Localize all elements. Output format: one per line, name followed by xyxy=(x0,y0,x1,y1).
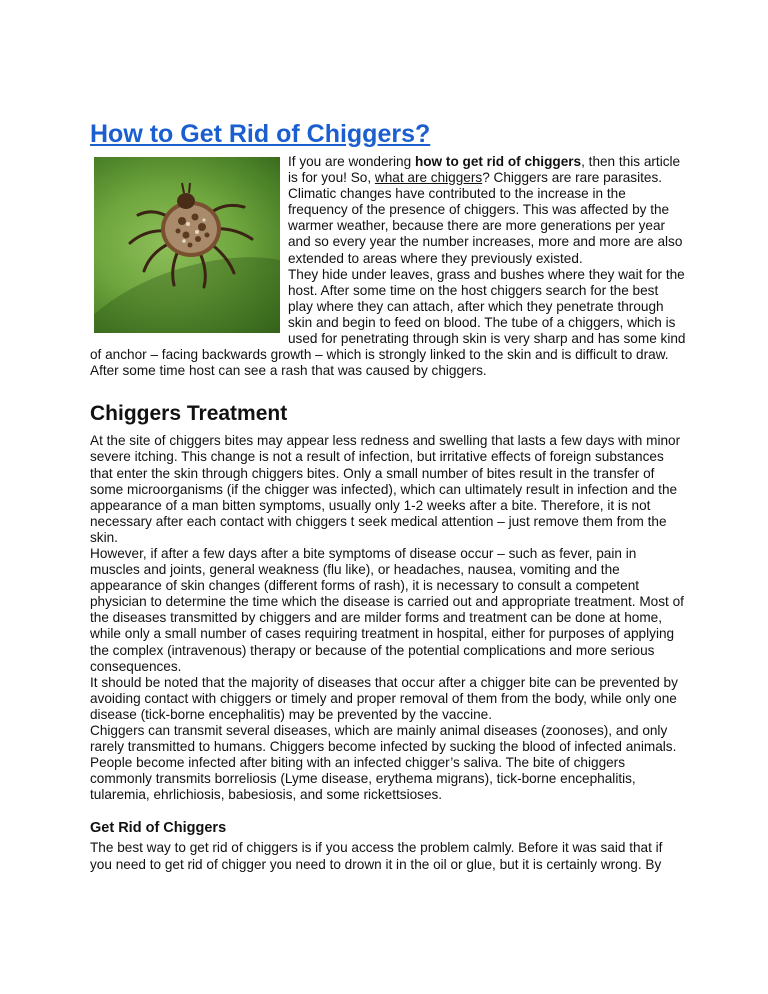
treatment-paragraph: However, if after a few days after a bite symptoms of disease occur – such as fever, pain in muscles and joints, general weakness (flu like), or headaches, nausea, vomiting and the appearance of skin changes (different forms of rash), it is necessary to consult a competent physician to determine the time which the disease is carried out and appropriate treatment. Most of the diseases transmitted by chiggers and are milder forms and treatment can be done at home, while only a small number of cases requiring treatment in hospital, either for purposes of applying the complex (intravenous) therapy or because of the potential complications and more serious consequences. xyxy=(90,545,684,674)
get-rid-paragraph: The best way to get rid of chiggers is if you access the problem calmly. Before it was said that if you need to get rid of chigger you need to drown it in the oil or glue, but it is certainly wrong. By xyxy=(90,840,663,872)
treatment-paragraph: It should be noted that the majority of diseases that occur after a chigger bite can be prevented by avoiding contact with chiggers or timely and proper removal of them from the body, while only one disease (tick-borne encephalitis) may be prevented by the vaccine. xyxy=(90,674,678,722)
get-rid-heading: Get Rid of Chiggers xyxy=(90,820,227,837)
intro-paragraph-1: If you are wondering how to get rid of chiggers, then this article is for you! So, what are chiggers? Chiggers are rare parasites. Climatic changes have contributed to the increase in the frequency of the presence of chiggers. This was affected by the warmer weather, because there are more generations per year and so every year the number increases, more and more are also extended to areas where they previously existed. xyxy=(288,154,683,266)
article-title[interactable]: How to Get Rid of Chiggers? xyxy=(90,120,431,148)
treatment-heading: Chiggers Treatment xyxy=(90,402,288,426)
treatment-paragraph: Chiggers can transmit several diseases, which are mainly animal diseases (zoonoses), and only rarely transmitted to humans. Chiggers become infected by sucking the blood of infected animals. People become infected after biting with an infected chigger’s saliva. The bite of chiggers commonly transmits borreliosis (Lyme disease, erythema migrans), tick-borne encephalitis, tularemia, ehrlichiosis, babesiosis, and some rickettsioses. xyxy=(90,723,677,803)
treatment-paragraph: At the site of chiggers bites may appear less redness and swelling that lasts a few days with minor severe itching. This change is not a result of infection, but irritative effects of foreign substances that enter the skin through chiggers bites. Only a small number of bites result in the transfer of some microorganisms (if the chigger was infected), which can ultimately result in infection and the appearance of a man bitten symptoms, usually only 1-2 weeks after a bite. Therefore, it is not necessary after each contact with chiggers t seek medical attention – just remove them from the skin. xyxy=(90,433,681,545)
article xyxy=(90,118,686,873)
tick-photo xyxy=(90,154,280,338)
intro-paragraph-2: They hide under leaves, grass and bushes where they wait for the host. After some time on the host chiggers search for the best play where they can attach, after which they penetrate through skin and begin to feed on blood. The tube of a chiggers, which is used for penetrating through skin is very sharp and has some kind of anchor – facing backwards growth – which is strongly linked to the skin and is difficult to draw. After some time host can see a rash that was caused by chiggers. xyxy=(90,266,686,379)
what-are-chiggers-link[interactable]: what are chiggers xyxy=(374,170,483,186)
tick-on-leaf-photo xyxy=(94,157,280,333)
